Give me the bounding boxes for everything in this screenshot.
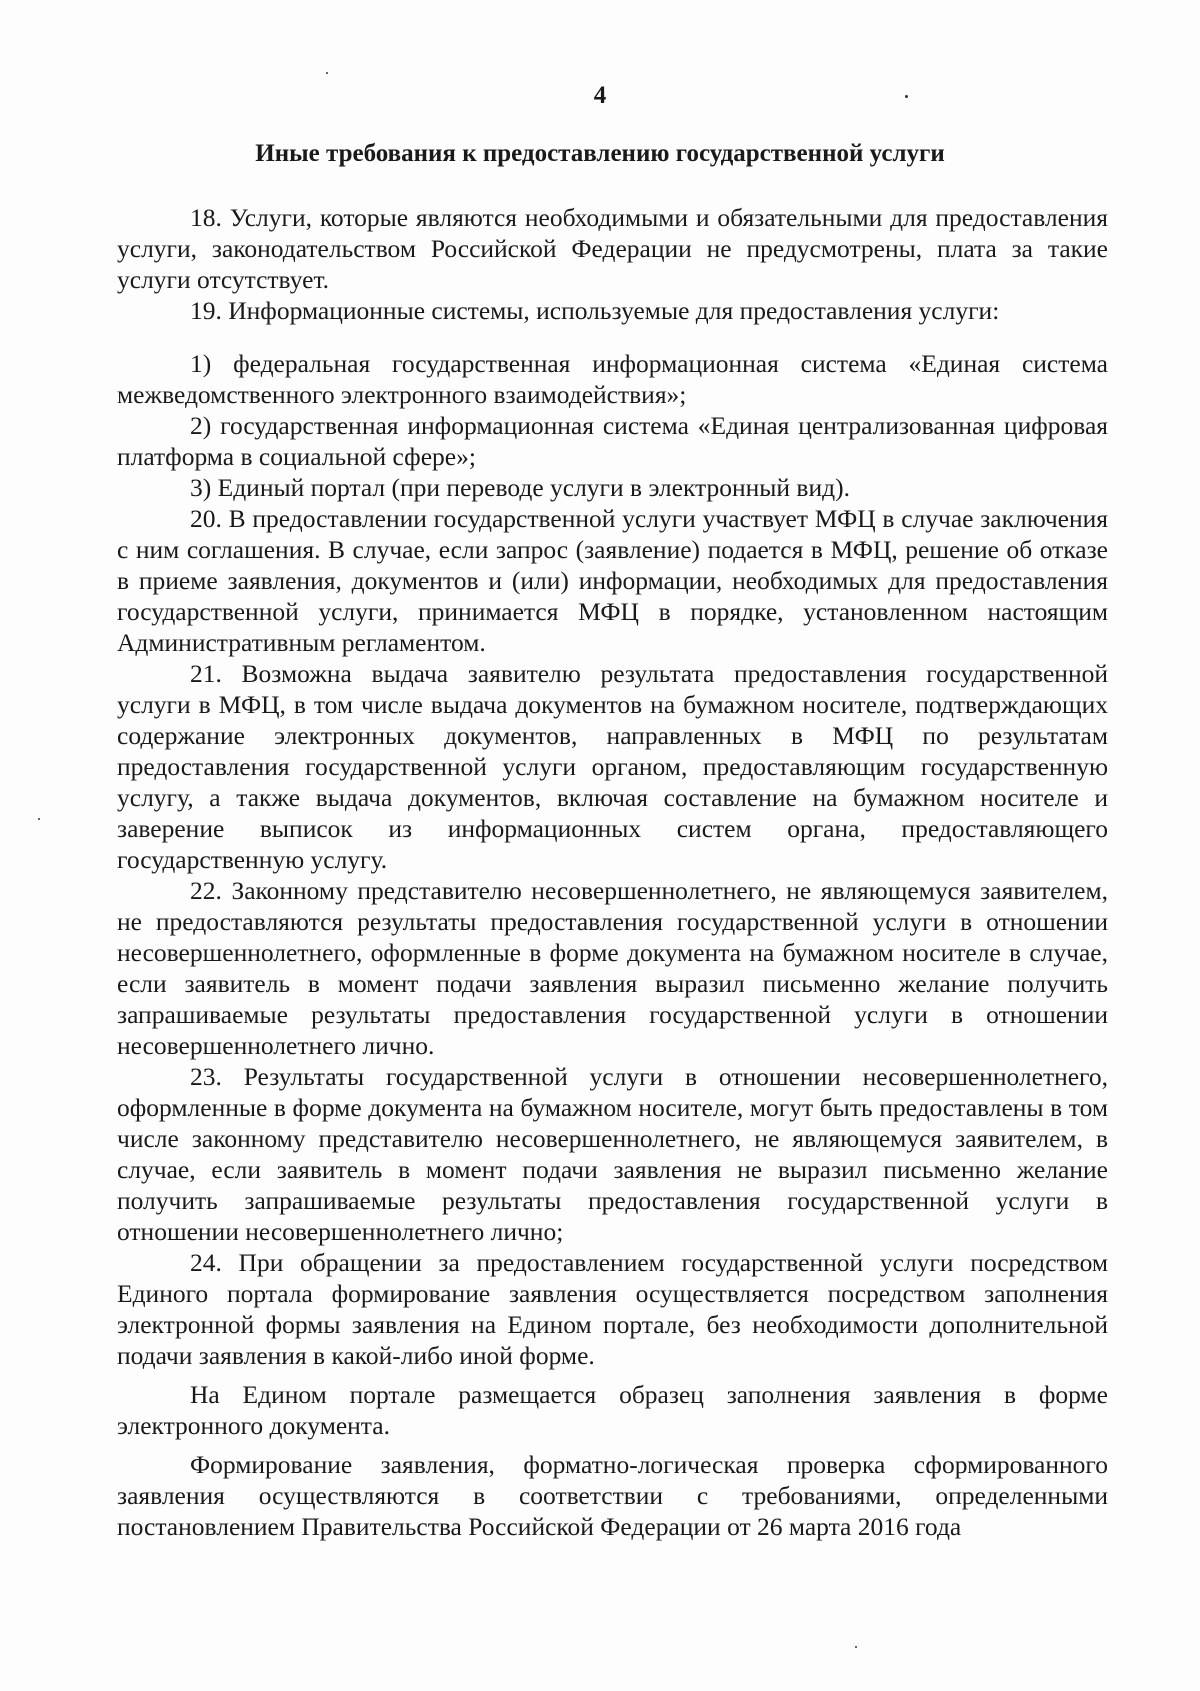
scan-speck bbox=[905, 95, 908, 98]
page-number: 4 bbox=[593, 82, 607, 109]
scan-speck bbox=[326, 72, 328, 74]
paragraph-21: 21. Возможна выдача заявителю результата предоставления государственной услуги в МФЦ, в том числе выдача документов на бумажном носителе, подтверждающих содержание электронных документов, направленных в МФЦ по результатам предоставления государственной услуги органом, предоставляющим государственную услугу, а также выдача документов, включая составление на бумажном носителе и заверение выписок из информационных систем органа, предоставляющего государственную услугу. bbox=[117, 659, 1108, 874]
paragraph-24: 24. При обращении за предоставлением государственной услуги посредством Единого портала формирование заявления осуществляется посредством заполнения электронной формы заявления на Едином портале, без необходимости дополнительной подачи заявления в какой-либо иной форме. bbox=[117, 1248, 1108, 1370]
paragraph-23: 23. Результаты государственной услуги в отношении несовершеннолетнего, оформленные в форме документа на бумажном носителе, могут быть предоставлены в том числе законному представителю несовершеннолетнего, не являющемуся заявителем, в случае, если заявитель в момент подачи заявления не выразил письменно желание получить запрашиваемые результаты предоставления государственной услуги в отношении несовершеннолетнего лично; bbox=[117, 1062, 1108, 1246]
paragraph-19: 19. Информационные системы, используемые для предоставления услуги: bbox=[190, 296, 1000, 325]
paragraph-20: 20. В предоставлении государственной услуги участвует МФЦ в случае заключения с ним соглашения. В случае, если запрос (заявление) подается в МФЦ, решение об отказе в приеме заявления, документов и (или) информации, необходимых для предоставления государственной услуги, принимается МФЦ в порядке, установленном настоящим Административным регламентом. bbox=[117, 504, 1108, 657]
document-body bbox=[117, 202, 1108, 1542]
paragraph-18: 18. Услуги, которые являются необходимыми и обязательными для предоставления услуги, законодательством Российской Федерации не предусмотрены, плата за такие услуги отсутствует. bbox=[117, 203, 1108, 294]
scan-speck bbox=[38, 818, 40, 820]
paragraph-form-check: Формирование заявления, форматно-логическая проверка сформированного заявления осуществляются в соответствии с требованиями, определенными постановлением Правительства Российской Федерации от 26 марта 2016 года bbox=[117, 1450, 1108, 1541]
section-heading: Иные требования к предоставлению государственной услуги bbox=[255, 140, 945, 167]
scan-speck bbox=[855, 1646, 857, 1648]
paragraph-22: 22. Законному представителю несовершеннолетнего, не являющемуся заявителем, не предоставляются результаты предоставления государственной услуги в отношении несовершеннолетнего, оформленные в форме документа на бумажном носителе в случае, если заявитель в момент подачи заявления выразил письменно желание получить запрашиваемые результаты предоставления государственной услуги в отношении несовершеннолетнего лично. bbox=[117, 876, 1108, 1060]
list-item-3: 3) Единый портал (при переводе услуги в электронный вид). bbox=[190, 473, 850, 502]
list-item-1: 1) федеральная государственная информационная система «Единая система межведомственного электронного взаимодействия»; bbox=[117, 349, 1108, 409]
paragraph-portal-sample: На Едином портале размещается образец заполнения заявления в форме электронного документа. bbox=[117, 1380, 1108, 1440]
list-item-2: 2) государственная информационная система «Единая централизованная цифровая платформа в социальной сфере»; bbox=[117, 411, 1108, 471]
